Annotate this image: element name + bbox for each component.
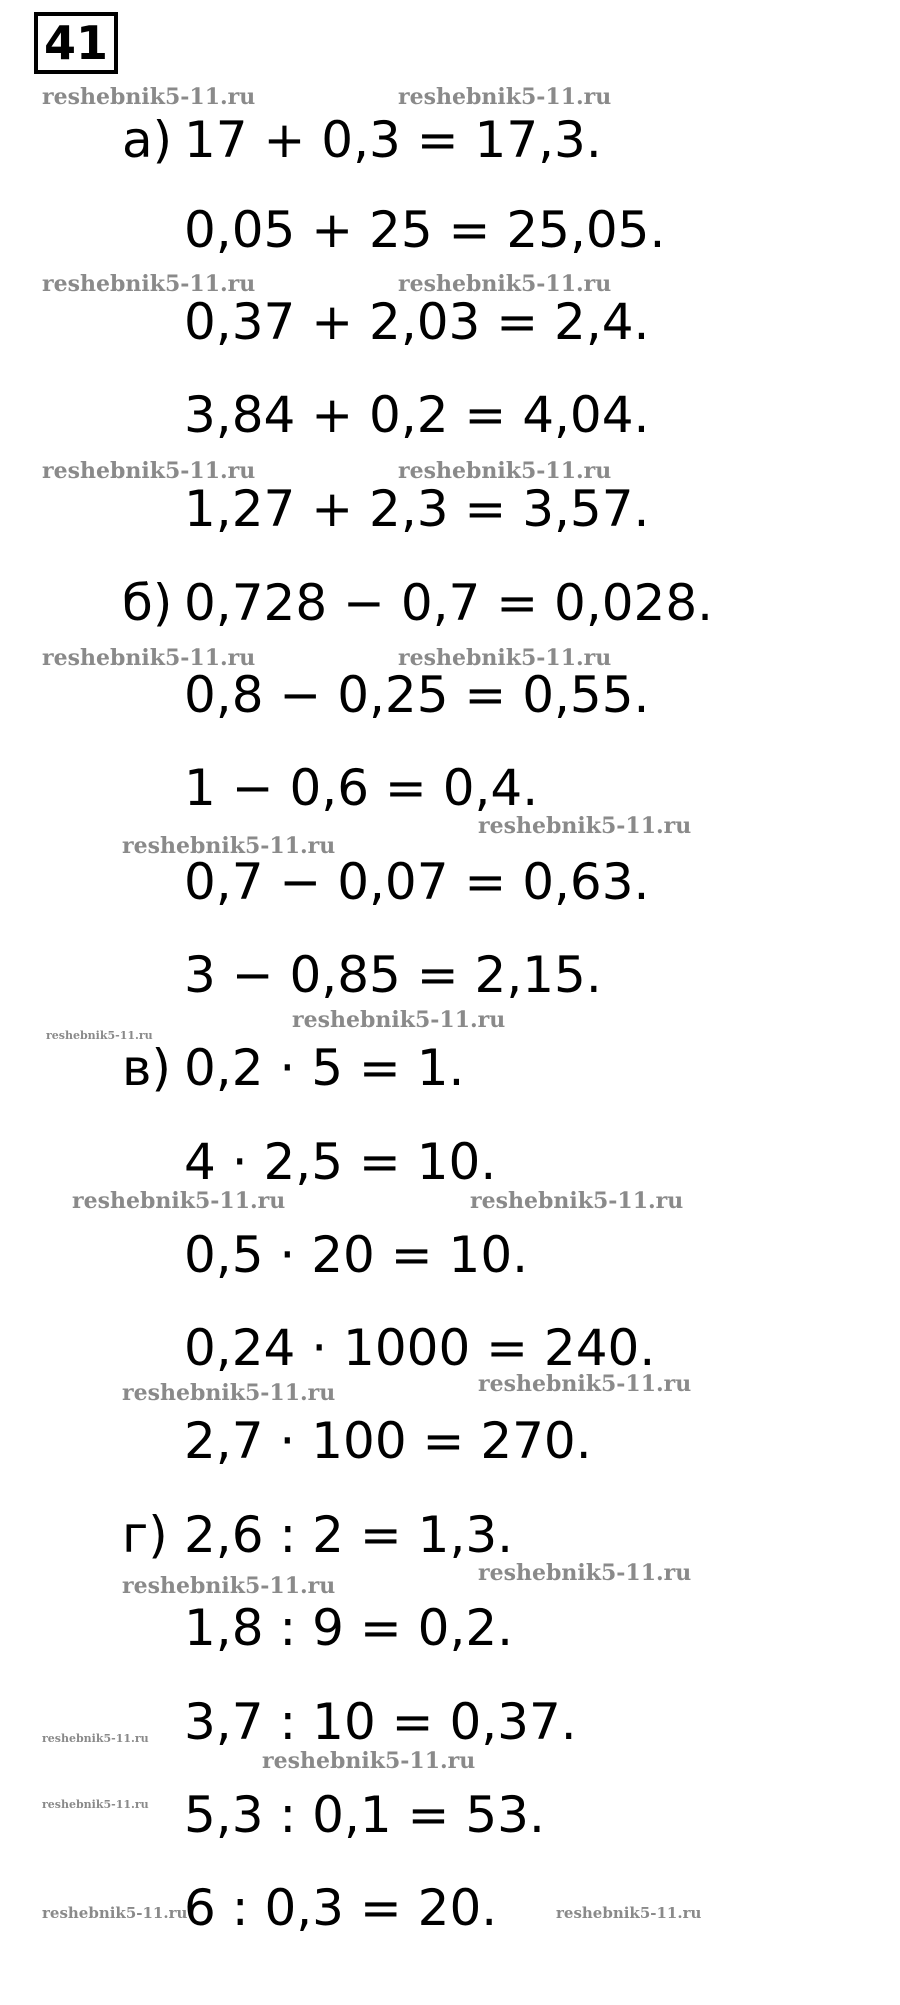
watermark: reshebnik5-11.ru <box>122 833 336 859</box>
equation-line: 2,7 · 100 = 270. <box>184 1412 592 1470</box>
watermark: reshebnik5-11.ru <box>556 1904 702 1922</box>
equation-line <box>122 1506 514 1564</box>
watermark: reshebnik5-11.ru <box>398 84 612 110</box>
equation-line <box>122 574 714 632</box>
watermark: reshebnik5-11.ru <box>42 84 256 110</box>
equation: 0,2 · 5 = 1. <box>184 1039 465 1097</box>
equation: 17 + 0,3 = 17,3. <box>184 111 602 169</box>
watermark: reshebnik5-11.ru <box>398 271 612 297</box>
task-number-box <box>34 12 118 74</box>
watermark: reshebnik5-11.ru <box>478 813 692 839</box>
watermark: reshebnik5-11.ru <box>42 1798 149 1811</box>
watermark: reshebnik5-11.ru <box>292 1007 506 1033</box>
equation-line: 6 : 0,3 = 20. <box>184 1879 498 1937</box>
watermark: reshebnik5-11.ru <box>72 1188 286 1214</box>
watermark: reshebnik5-11.ru <box>42 271 256 297</box>
watermark: reshebnik5-11.ru <box>122 1573 336 1599</box>
equation-line: 0,8 − 0,25 = 0,55. <box>184 666 650 724</box>
equation-line: 0,24 · 1000 = 240. <box>184 1319 656 1377</box>
equation-line: 0,7 − 0,07 = 0,63. <box>184 853 650 911</box>
equation-line: 1,27 + 2,3 = 3,57. <box>184 480 650 538</box>
section-label-g: г) <box>122 1506 168 1564</box>
task-number: 41 <box>43 16 108 70</box>
section-label-a: а) <box>122 111 173 169</box>
watermark: reshebnik5-11.ru <box>478 1560 692 1586</box>
equation-line: 3 − 0,85 = 2,15. <box>184 946 602 1004</box>
equation-line: 0,37 + 2,03 = 2,4. <box>184 293 650 351</box>
equation-line: 1 − 0,6 = 0,4. <box>184 759 539 817</box>
equation-line: 0,5 · 20 = 10. <box>184 1226 529 1284</box>
equation-line: 5,3 : 0,1 = 53. <box>184 1786 545 1844</box>
equation-line: 1,8 : 9 = 0,2. <box>184 1599 514 1657</box>
watermark: reshebnik5-11.ru <box>42 458 256 484</box>
watermark: reshebnik5-11.ru <box>122 1380 336 1406</box>
equation-line <box>122 1039 465 1097</box>
equation-line: 4 · 2,5 = 10. <box>184 1133 497 1191</box>
equation-line: 3,84 + 0,2 = 4,04. <box>184 386 650 444</box>
equation-line: 0,05 + 25 = 25,05. <box>184 201 666 259</box>
watermark: reshebnik5-11.ru <box>42 645 256 671</box>
equation: 0,728 − 0,7 = 0,028. <box>184 574 714 632</box>
section-label-v: в) <box>122 1039 171 1097</box>
watermark: reshebnik5-11.ru <box>46 1029 153 1042</box>
equation: 2,6 : 2 = 1,3. <box>184 1506 514 1564</box>
watermark: reshebnik5-11.ru <box>398 645 612 671</box>
watermark: reshebnik5-11.ru <box>478 1371 692 1397</box>
watermark: reshebnik5-11.ru <box>398 458 612 484</box>
watermark: reshebnik5-11.ru <box>262 1748 476 1774</box>
section-label-b: б) <box>122 574 173 632</box>
equation-line: 3,7 : 10 = 0,37. <box>184 1693 577 1751</box>
watermark: reshebnik5-11.ru <box>42 1732 149 1745</box>
watermark: reshebnik5-11.ru <box>470 1188 684 1214</box>
equation-line <box>122 111 602 169</box>
watermark: reshebnik5-11.ru <box>42 1904 188 1922</box>
